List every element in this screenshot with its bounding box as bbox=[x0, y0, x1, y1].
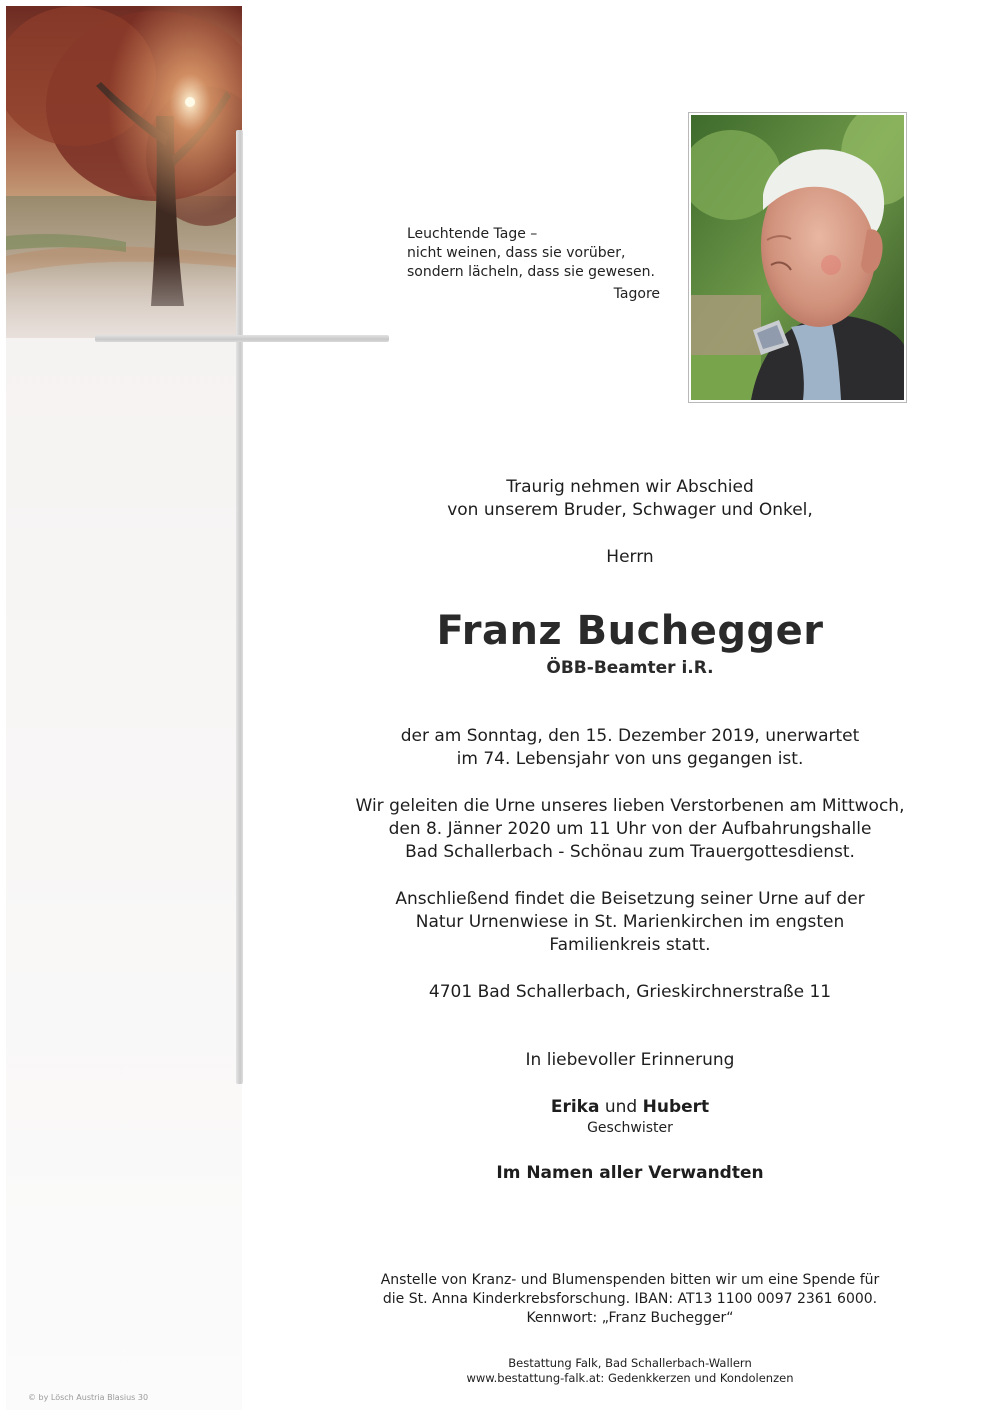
donation-line: Kennwort: „Franz Buchegger“ bbox=[526, 1310, 734, 1326]
intro-line: Traurig nehmen wir Abschied bbox=[506, 477, 754, 497]
donation-line: die St. Anna Kinderkrebsforschung. IBAN: AT13 1100 0097 2361 6000. bbox=[382, 1291, 878, 1307]
urn-line: den 8. Jänner 2020 um 11 Uhr von der Aufbahrungshalle bbox=[388, 819, 872, 839]
cross-horizontal-bar bbox=[95, 335, 389, 342]
intro-block bbox=[330, 476, 930, 522]
signer-relation: Geschwister bbox=[587, 1120, 673, 1136]
urn-line: Wir geleiten die Urne unseres lieben Verstorbenen am Mittwoch, bbox=[355, 796, 905, 816]
deceased-name: Franz Buchegger bbox=[436, 608, 824, 654]
passed-line: der am Sonntag, den 15. Dezember 2019, unerwartet bbox=[400, 726, 860, 746]
urn-line: Bad Schallerbach - Schönau zum Trauergottesdienst. bbox=[405, 842, 855, 862]
deceased-block bbox=[330, 605, 930, 679]
burial-line: Anschließend findet die Beisetzung seiner Urne auf der bbox=[395, 889, 865, 909]
funeral-home-name: Bestattung Falk, Bad Schallerbach-Wallern bbox=[508, 1356, 752, 1370]
signers-block bbox=[330, 1096, 930, 1137]
memory-text: In liebevoller Erinnerung bbox=[525, 1050, 735, 1070]
memory-block bbox=[330, 1049, 930, 1072]
quote-author: Tagore bbox=[613, 286, 660, 302]
quote-line: nicht weinen, dass sie vorüber, bbox=[407, 245, 626, 261]
cross-vertical-bar bbox=[236, 130, 243, 1084]
address-block bbox=[330, 981, 930, 1004]
donation-block bbox=[330, 1271, 930, 1328]
salutation bbox=[330, 546, 930, 569]
signer-conjunction: und bbox=[599, 1097, 643, 1117]
passed-line: im 74. Lebensjahr von uns gegangen ist. bbox=[456, 749, 804, 769]
signer-names bbox=[330, 1096, 930, 1119]
burial-block bbox=[330, 888, 930, 957]
deceased-title: ÖBB-Beamter i.R. bbox=[546, 658, 714, 678]
all-relatives-text: Im Namen aller Verwandten bbox=[496, 1163, 764, 1183]
burial-line: Familienkreis statt. bbox=[549, 935, 711, 955]
passed-block bbox=[330, 725, 930, 771]
salutation-text: Herrn bbox=[606, 547, 654, 567]
signer-name-hubert: Hubert bbox=[642, 1097, 710, 1117]
quote-line: Leuchtende Tage – bbox=[407, 226, 538, 242]
signer-name-erika: Erika bbox=[550, 1097, 600, 1117]
all-relatives-block bbox=[330, 1162, 930, 1185]
copyright-note: © by Lösch Austria Blasius 30 bbox=[28, 1393, 149, 1402]
autumn-tree-photo bbox=[6, 6, 242, 338]
quote-block bbox=[407, 225, 677, 304]
donation-line: Anstelle von Kranz- und Blumenspenden bitten wir um eine Spende für bbox=[380, 1272, 880, 1288]
portrait-photo bbox=[688, 112, 907, 403]
burial-line: Natur Urnenwiese in St. Marienkirchen im engsten bbox=[415, 912, 845, 932]
funeral-home-website[interactable]: www.bestattung-falk.at: Gedenkkerzen und Kondolenzen bbox=[466, 1371, 794, 1385]
intro-line: von unserem Bruder, Schwager und Onkel, bbox=[447, 500, 813, 520]
urn-ceremony-block bbox=[330, 795, 930, 864]
address-text: 4701 Bad Schallerbach, Grieskirchnerstraße 11 bbox=[428, 982, 832, 1002]
quote-line: sondern lächeln, dass sie gewesen. bbox=[407, 264, 655, 280]
funeral-home-block bbox=[330, 1356, 930, 1386]
